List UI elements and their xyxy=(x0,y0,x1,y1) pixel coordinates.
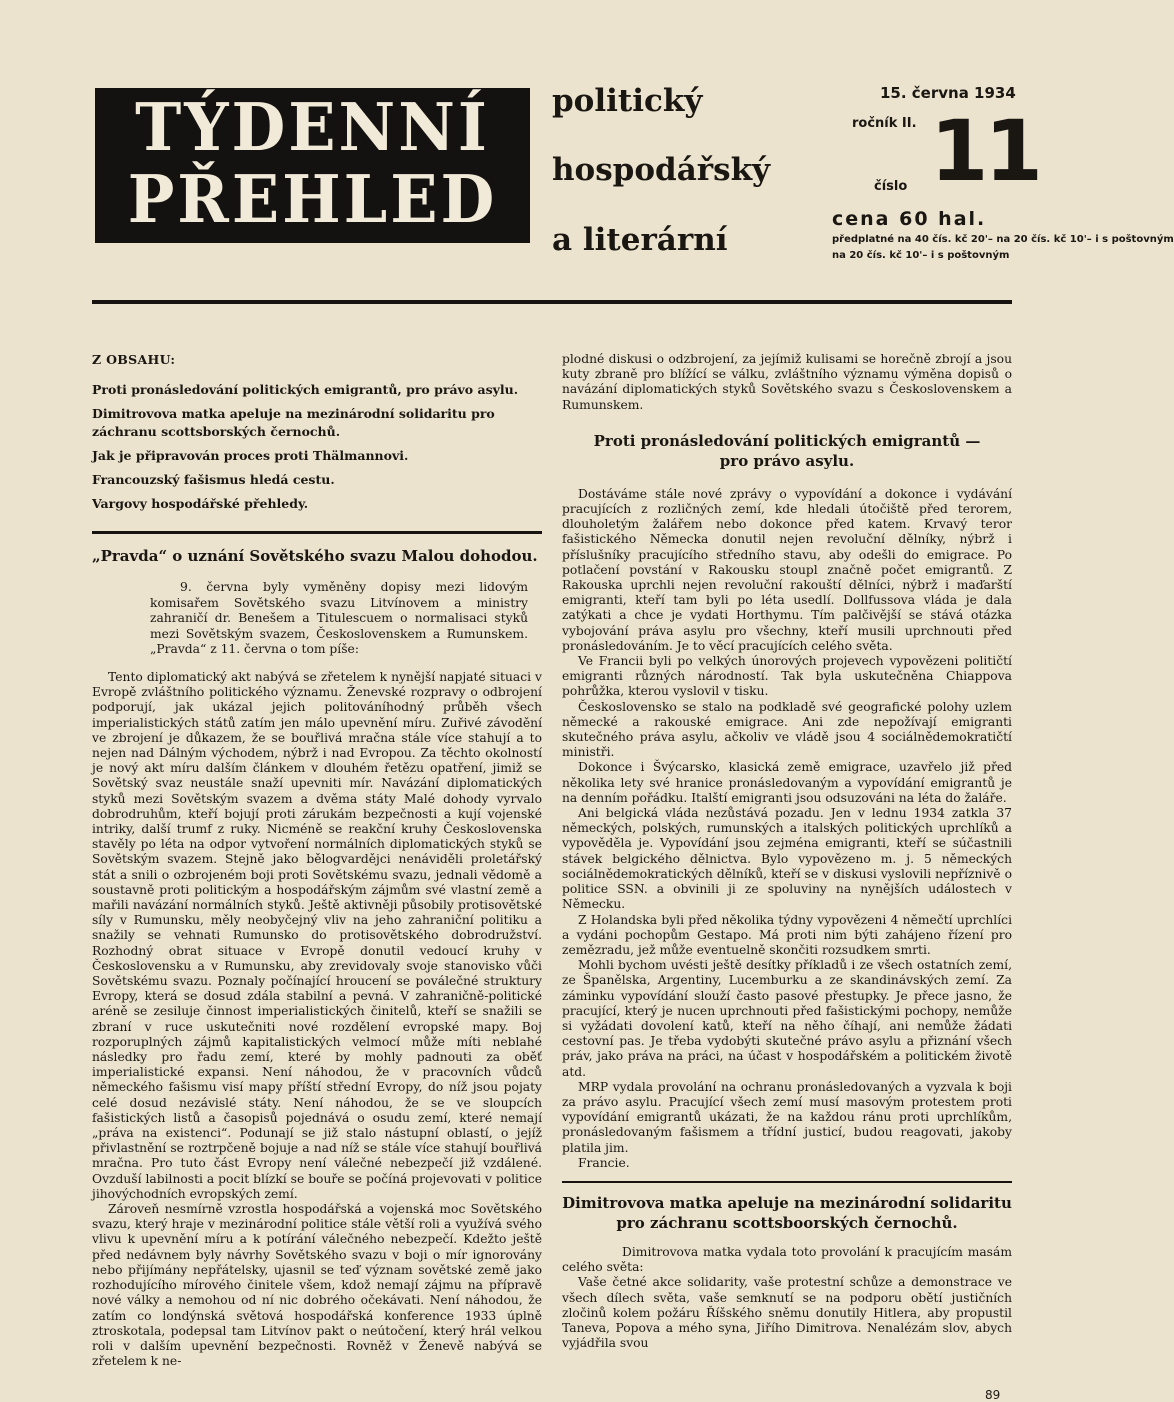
article-continuation: plodné diskusi o odzbrojení, za jejímiž kulisami se horečně zbrojí a jsou kuty zbraně pro blížící se válku, zvláštního významu výměna dopisů o navázání diplomatických styků Sovětského svazu s Československem a Rumunskem. xyxy=(562,352,1012,412)
article-paragraph: Zároveň nesmírně vzrostla hospodářská a vojenská moc Sovětského svazu, který hraje v mezinárodní politice stále větší roli a využívá svého vlivu k upevnění míru a k potírání válečného nebezpečí. Kdežto ještě před nedávnem byly návrhy Sovětského svazu v boji o mír ignorovány nebo přijímány nepřátelsky, ujasnil se teď význam sovětské země jako rozhodujícího mírového činitele všem, kdož nemají zájmu na přípravě nové války a nemohou od ní nic dobrého očekávati. Není náhodou, že zatím co londýnská světová hospodářská konference 1933 úplně ztroskotala, podepsal tam Litvínov pakt o neútočení, který hrál velkou roli v dalším upevnění bezpečnosti. Rovněž v Ženevě nabývá se zřetelem k ne- xyxy=(92,1202,542,1369)
article-paragraph: Ani belgická vláda nezůstává pozadu. Jen v lednu 1934 zatkla 37 německých, polských, rumunských a italských politických uprchlíků a vypověděla je. Vypovídání jsou zejména emigranti, kteří se súčastnili stávek belgického dělnictva. Bylo vypovězeno m. j. 5 německých sociálnědemokratických dělníků, kteří se v diskusi vyslovili nepříznivě o politice SSN. a obvinili ji ze spoluviny na nynějších událostech v Německu. xyxy=(562,806,1012,912)
issue-date: 15. června 1934 xyxy=(880,84,1016,102)
article-paragraph: Dokonce i Švýcarsko, klasická země emigrace, uzavřelo již před několika lety své hranice pronásledovaným a vypovídání emigrantů je na denním pořádku. Italští emigranti jsou odsuzováni na léta do žaláře. xyxy=(562,760,1012,805)
masthead-divider xyxy=(92,300,1012,304)
article-lead: Dimitrovova matka vydala toto provolání k pracujícím masám celého světa: xyxy=(562,1244,1012,1275)
article-title-pravda: „Pravda“ o uznání Sovětského svazu Malou dohodou. xyxy=(92,547,538,565)
article-paragraph: Z Holandska byli před několika týdny vypovězeni 4 němečtí uprchlíci a vydáni pochopům Gestapo. Má proti nim býti zahájeno řízení pro zemězradu, jež může eventuelně skončiti rozsudkem smrti. xyxy=(562,912,1012,957)
masthead-title-line2: PŘEHLED xyxy=(127,161,498,238)
article-title-asylum-line1: Proti pronásledování politických emigrantů — xyxy=(593,431,981,450)
article-lead: 9. června byly vyměněny dopisy mezi lidovým komisařem Sovětského svazu Litvínovem a ministry zahraničí dr. Benešem a Titulescuem o normalisaci styků mezi Sovětským svazem, Československem a Rumunskem. „Pravda“ z 11. června o tom píše: xyxy=(150,580,528,657)
masthead-subtitle-economic: hospodářský xyxy=(552,152,771,188)
masthead-subtitle-political: politický xyxy=(552,83,703,119)
article-paragraph: MRP vydala provolání na ochranu pronásledovaných a vyzvala k boji za právo asylu. Pracující všech zemí musí masovým protestem proti vypovídání emigrantů ukázati, že na každou ránu proti uprchlíkům, pronásledovaným fašismem a třídní justicí, budou reagovati, jakoby platila jim. xyxy=(562,1079,1012,1155)
article-title-asylum xyxy=(562,431,1012,471)
issue-number-label: číslo xyxy=(874,179,908,194)
masthead-logo xyxy=(95,88,530,243)
masthead-title-line1: TÝDENNÍ xyxy=(135,89,490,166)
article-paragraph: Ve Francii byli po velkých únorových projevech vypovězeni političtí emigranti různých národností. Tak byla uskutečněna Chiappova pohrůžka, kterou vyslovil v tisku. xyxy=(562,654,1012,699)
article-paragraph: Československo se stalo na podkladě své geografické polohy uzlem německé a rakouské emigrace. Ani zde nepožívají emigranti skutečného práva asylu, ačkoliv ve vládě jsou 4 sociálnědemokratičtí ministři. xyxy=(562,699,1012,760)
toc-item: Jak je připravován proces proti Thälmannovi. xyxy=(92,448,409,463)
page-number: 89 xyxy=(985,1388,1001,1402)
article-paragraph: Mohli bychom uvésti ještě desítky příkladů i ze všech ostatních zemí, ze Španělska, Argentiny, Lucemburku a ze skandinávských zemí. Za záminku vypovídání slouží často pasové přestupky. Je přece jasno, že pracující, který je nucen uprchnouti před fašistickými pochopy, nemůže si vyžádati dovolení katů, kteří na něho číhají, ani nemůže žádati cestovní pas. Je třeba vydobýti skutečné právo asylu a přiznání všech práv, jako práva na práci, na účast v hospodářském a politickém životě atd. xyxy=(562,958,1012,1079)
toc-heading: Z OBSAHU: xyxy=(92,352,176,367)
price: cena 60 hal. xyxy=(832,208,987,230)
toc-item: Vargovy hospodářské přehledy. xyxy=(92,496,309,511)
issue-year: ročník II. xyxy=(852,116,917,131)
toc-item: Dimitrovova matka apeluje na mezinárodní solidaritu pro záchranu scottsborských černochů. xyxy=(92,406,495,439)
article-paragraph: Dostáváme stále nové zprávy o vypovídání a dokonce i vydávání pracujících z rozličných zemí, kde hledali útočiště před terorem, dlouholetým žalářem nebo dokonce před katem. Krvavý teror fašistického Německa donutil nejen revoluční dělníky, nýbrž i příslušníky pracujícího středního stavu, aby odešli do emigrace. Po potlačení povstání v Rakousku stoupl značně počet emigrantů. Z Rakouska uprchli nejen revoluční rakouští dělníci, nýbrž i maďarští emigranti, kteří tam byli po léta usedlí. Dollfussova vláda je dala zatýkati a chce je vydati Horthymu. Tím palčivější se stává otázka vybojování práva asylu pro všechny, kteří musili uprchnouti před pronásledováním. Je to věcí pracujících celého světa. xyxy=(562,486,1012,653)
article-title-asylum-line2: pro právo asylu. xyxy=(719,451,855,470)
article-paragraph: Vaše četné akce solidarity, vaše protestní schůze a demonstrace ve všech dílech světa, vaše semknutí se na podporu obětí justičních zločinů kolem požáru Říšského sněmu donutily Hitlera, aby propustil Taneva, Popova a mého syna, Jiřího Dimitrova. Nenalézám slov, abych vyjádřila svou xyxy=(562,1275,1012,1351)
toc-item: Francouzský fašismus hledá cestu. xyxy=(92,472,335,487)
left-column xyxy=(92,352,542,1369)
section-divider xyxy=(562,1181,1012,1183)
article-paragraph: Tento diplomatický akt nabývá se zřetelem k nynější napjaté situaci v Evropě zvláštního politického významu. Ženevské rozpravy o odbrojení podporují, jak ukázal jejich politováníhodný průběh všech imperialistických států zatím jen málo upevnění míru. Zuřivé závodění ve zbrojení je důkazem, že se bouřlivá mračna stále více stahují a to nejen nad Dálným východem, nýbrž i nad Evropou. Za těchto okolností je nový akt míru dalším článkem v dlouhém řetězu opatření, jimiž se Sovětský svaz neustále snaží upevniti mír. Navázání diplomatických styků mezi Sovětským svazem a dvěma státy Malé dohody vyrvalo dobrodruhům, kteří bojují proti zárukám bezpečnosti a kují vojenské intriky, další trumf z ruky. Nicméně se reakční kruhy Československa stavěly po léta na odpor vytvoření normálních diplomatických styků se Sovětským svazem. Stejně jako bělogvardějci nenáviděli proletářský stát a snili o ozbrojeném boji proti Sovětskému svazu, jednali vědomě a soustavně proti politickým a hospodářským zájmům své vlastní země a mařili navázání normálních styků. Ještě aktivněji působily protisovětské síly v Rumunsku, měly neobyčejný vliv na jeho zahraniční politiku a snažily se vehnati Rumunsko do protisovětského dobrodružství. Rozhodný obrat situace v Evropě donutil vedoucí kruhy v Československu a v Rumunsku, aby zrevidovaly svoje stanovisko vůči Sovětskému svazu. Poznaly počínající hroucení se poválečné struktury Evropy, která se dosud zdála stabilní a pevná. V zahraničně-politické aréně se zesiluje činnost imperialistických činitelů, kteří se snažili se zbraní v ruce uskutečniti nové rozdělení evropské mapy. Boj rozporuplných zájmů kapitalistických velmocí může míti neblahé následky pro řadu zemí, které by mohly padnouti za oběť imperialistické expansi. Není náhodou, že v pracovních vůdců německého fašismu visí mapy příští střední Evropy, do níž jsou pojaty celé dosud nezávislé státy. Není náhodou, že se ve sloupcích fašistických listů a časopisů pojednává o osudu zemí, které nemají „práva na existenci“. Podunají se již stalo nástupní oblastí, o jejíž přivlastnění se roztrpčeně bojuje a nad níž se stále více stahují bouřlivá mračna. Pro tuto část Evropy není válečné nebezpečí již vzdálené. Ovzduší labilnosti a pocit blízkí se bouře se počíná projevovati v politice jihovýchodních evropských zemí. xyxy=(92,669,542,1201)
right-column xyxy=(562,352,1012,1351)
issue-number: 11 xyxy=(930,102,1039,200)
masthead-subtitle-literary: a literární xyxy=(552,222,728,258)
article-title-dimitrov-line2: pro záchranu scottsboorských černochů. xyxy=(616,1213,958,1232)
toc-item: Proti pronásledování politických emigrantů, pro právo asylu. xyxy=(92,382,519,397)
article-title-dimitrov xyxy=(562,1193,1012,1233)
subscription-line2: na 20 čís. kč 10'– i s poštovným xyxy=(832,250,1010,261)
article-signature: Francie. xyxy=(578,1155,630,1170)
article-title-dimitrov-line1: Dimitrovova matka apeluje na mezinárodní solidaritu xyxy=(562,1193,1012,1212)
subscription-line1: předplatné na 40 čís. kč 20'– na 20 čís. kč 10'– i s poštovným xyxy=(832,234,1174,245)
section-divider xyxy=(92,531,542,534)
